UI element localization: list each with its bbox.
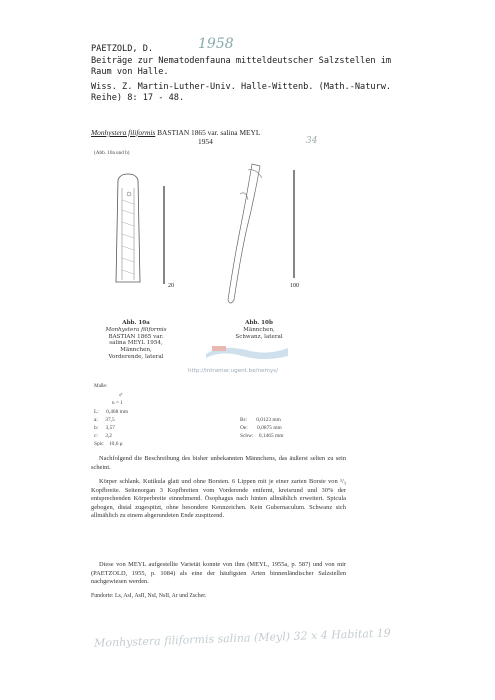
caption-10a-line4: Männchen,	[120, 347, 152, 354]
meas-right-0: Br: 0,0123 mm	[240, 417, 281, 423]
measurements-label: Maße:	[94, 383, 108, 389]
meas-right-1: Oe: 0,0875 mm	[240, 425, 282, 431]
meas-left-3: c: 3,2	[94, 433, 112, 439]
species-heading	[91, 128, 260, 137]
figure-10b-caption	[224, 320, 294, 340]
handwritten-page-mark: 34	[306, 136, 318, 146]
watermark-url: http://intramar.ugent.be/nemys/	[188, 368, 279, 374]
meas-left-4: Spic 10,6 μ	[94, 441, 123, 447]
figure-reference: (Abb. 10a und b)	[94, 150, 130, 156]
figure-10b-scale: 100	[290, 283, 299, 289]
nemys-logo-icon	[202, 342, 292, 362]
caption-10b-title: Abb. 10b	[245, 320, 273, 326]
citation-title-2: Raum von Halle.	[91, 67, 169, 77]
figure-10a-drawing	[96, 170, 176, 300]
handwritten-year: 1958	[198, 36, 234, 52]
meas-left-2: b: 3,57	[94, 425, 115, 431]
meas-right-2: Schw: 0,1465 mm	[240, 433, 284, 439]
species-year: 1954	[198, 137, 213, 146]
paragraph-occurrence: Diese von MEYL aufgestellte Varietät konnte von ihm (MEYL, 1955a, p. 587) und von mir (PAETZOLD, 1955, p. 1084) als eine der häufigsten Arten binnenländischer Salzstellen nachgewiesen werden.	[91, 561, 346, 586]
caption-10b-line1: Männchen,	[243, 326, 275, 333]
paragraph-fundorte: Fundorte: Ls, AsI, AsII, NsI, NsII, Ar und Zscher.	[91, 593, 207, 599]
citation-author: PAETZOLD, D.	[91, 44, 154, 54]
paragraph-intro: Nachfolgend die Beschreibung des bisher unbekannten Männchens, das äußerst selten zu sein scheint.	[91, 455, 346, 471]
caption-10a-line2: BASTIAN 1865 var.	[108, 333, 164, 340]
caption-10a-line5: Vorderende, lateral	[108, 353, 164, 360]
measurements-n: n = 1	[112, 400, 123, 406]
handwritten-annotation: Monhystera filiformis salina (Meyl) 32 x 4 Habitat 19	[93, 626, 391, 650]
paragraph-description: Körper schlank. Kutikula glatt und ohne Borsten. 6 Lippen mit je einer zarten Borste von ¹/₃ Kopfbreite. Seitenorgan 3 Kopfbreiten vom Vorderende entfernt, kreisrund und 30% der entsprechenden Körperbreite einnehmend. Ösophagus nach hinten allmählich erweitert. Spicula gebogen, distal zugespitzt, ohne besondere Kennzeichen. Kein Gubernaculum. Schwanz sich allmählich zu einem abgerundeten Ende zuspitzend.	[91, 478, 346, 520]
caption-10a-title: Abb. 10a	[122, 320, 150, 326]
citation-journal-2: Reihe) 8: 17 - 48.	[91, 93, 185, 103]
caption-10a-line3: salina MEYL 1954,	[109, 340, 163, 347]
meas-left-1: a: 37,5	[94, 417, 115, 423]
caption-10b-line2: Schwanz, lateral	[235, 333, 283, 340]
species-authority: BASTIAN 1865 var. salina MEYL	[157, 128, 261, 137]
measurements-sex: ♂	[118, 391, 124, 399]
caption-10a-name: Monhystera filiformis	[105, 326, 167, 333]
species-name: Monhystera filiformis	[91, 128, 156, 137]
citation-title-1: Beiträge zur Nematodenfauna mitteldeutscher Salzstellen im	[91, 56, 392, 66]
figure-10a-caption	[96, 320, 176, 361]
meas-left-0: L: 0,468 mm	[94, 409, 129, 415]
figure-10a-scale: 20	[168, 283, 174, 289]
citation-journal-1: Wiss. Z. Martin-Luther-Univ. Halle-Wittenb. (Math.-Naturw.	[91, 82, 392, 92]
